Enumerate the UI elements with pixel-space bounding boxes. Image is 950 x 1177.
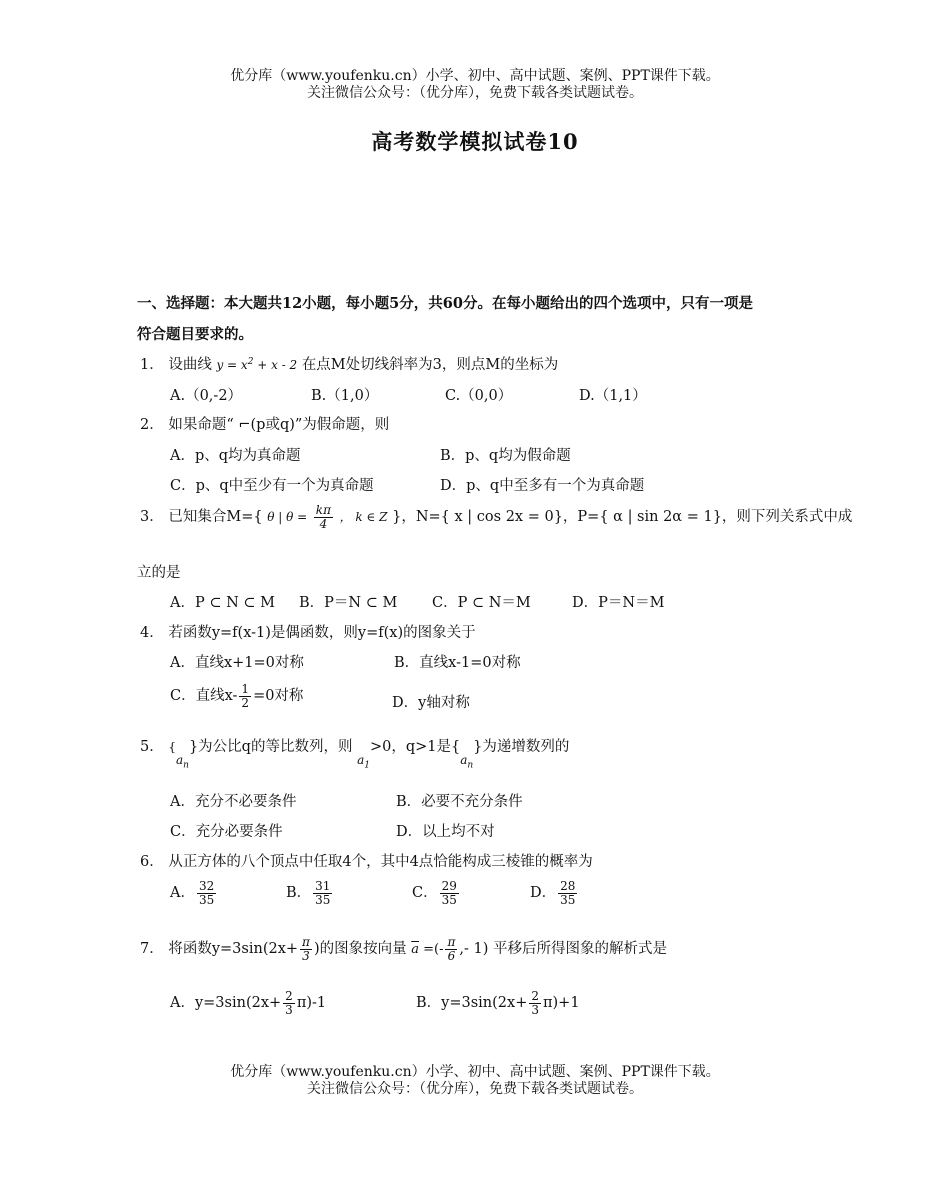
option-text-cont: π)+1 — [543, 995, 580, 1012]
question-3 — [140, 504, 852, 530]
q6-option-c — [412, 880, 461, 906]
q1-option-c: C.（0,0） — [445, 388, 513, 404]
q2-option-a: A．p、q均为真命题 — [170, 448, 301, 464]
q4-option-a: A．直线x+1=0对称 — [170, 655, 304, 671]
q6-option-a — [170, 880, 218, 906]
header-banner-line1: 优分库（www.youfenku.cn）小学、初中、高中试题、案例、PPT课件下载。 — [230, 68, 720, 84]
fraction-denominator: 4 — [314, 517, 333, 531]
fraction-denominator: 2 — [241, 695, 250, 710]
question-text: 如果命题“ ⌐(p或q)”为假命题，则 — [168, 417, 390, 433]
question-text: 将函数y=3sin(2x+ — [168, 941, 299, 958]
question-2 — [140, 413, 389, 434]
q4-option-c — [170, 683, 303, 709]
q3-option-a: A．P ⊂ N ⊂ M — [170, 595, 275, 611]
fraction-numerator: 2 — [285, 989, 293, 1003]
question-text-cont: >0，q>1是{ — [369, 739, 461, 755]
footer-banner-line2: 关注微信公众号：（优分库），免费下载各类试题试卷。 — [307, 1081, 643, 1097]
fraction-numerator: 32 — [198, 879, 215, 893]
q2-option-b: B．p、q均为假命题 — [440, 448, 571, 464]
q7-option-a — [170, 990, 326, 1016]
q3-option-b: B．P＝N ⊂ M — [299, 595, 398, 611]
question-number: 1． — [140, 357, 164, 373]
k-condition: ， k ∈ Z — [339, 510, 388, 525]
q1-option-a: A.（0,-2） — [170, 388, 243, 404]
vector-a: $\overline{a}$ — [411, 942, 419, 958]
fraction-one-half — [239, 683, 251, 709]
fraction-numerator: 29 — [441, 879, 457, 893]
q4-option-d: D．y轴对称 — [392, 695, 470, 711]
option-label: C． — [412, 885, 438, 902]
option-text-cont: π)-1 — [296, 995, 327, 1012]
option-label: A． — [170, 885, 195, 902]
question-number: 2． — [140, 417, 164, 433]
q7-option-b — [416, 990, 580, 1016]
option-text-cont: =0对称 — [253, 688, 304, 705]
fraction-pi-6 — [445, 936, 457, 962]
fraction-numerator: π — [447, 935, 456, 949]
fraction-denominator: 35 — [198, 892, 215, 907]
question-7 — [140, 936, 667, 962]
q3-option-c: C．P ⊂ N＝M — [432, 595, 531, 611]
question-number: 3． — [140, 509, 164, 526]
subscript-n: n — [467, 760, 474, 771]
math-rest: + x - 2 — [253, 358, 298, 372]
fraction-denominator: 3 — [300, 949, 312, 963]
question-text-mid: )的图象按向量 — [313, 941, 407, 958]
sequence-a-n-2 — [460, 753, 474, 771]
fraction-denominator: 35 — [315, 892, 331, 907]
term-a-1 — [357, 753, 370, 771]
q5-option-d: D．以上均不对 — [396, 824, 495, 840]
fraction-denominator: 35 — [560, 892, 576, 907]
question-text-cont: 在点M处切线斜率为3，则点M的坐标为 — [301, 357, 559, 373]
q5-option-b: B．必要不充分条件 — [396, 794, 523, 810]
q1-option-b: B.（1,0） — [311, 388, 379, 404]
a-symbol: a — [175, 753, 184, 767]
page-title: 高考数学模拟试卷10 — [371, 129, 579, 154]
question-number: 5． — [140, 739, 164, 755]
q2-option-c: C．p、q中至少有一个为真命题 — [170, 478, 374, 494]
math-exponent: 2 — [247, 357, 254, 367]
question-text: 若函数y=f(x-1)是偶函数，则y=f(x)的图象关于 — [168, 625, 476, 641]
q3-option-d: D．P＝N＝M — [572, 595, 665, 611]
q5-option-c: C．充分必要条件 — [170, 824, 283, 840]
question-5 — [140, 735, 570, 771]
section-heading-line2: 符合题目要求的。 — [137, 326, 253, 343]
q6-option-d — [530, 880, 579, 906]
footer-banner-line1: 优分库（www.youfenku.cn）小学、初中、高中试题、案例、PPT课件下载。 — [230, 1064, 720, 1080]
fraction-option-c — [440, 880, 459, 906]
fraction-denominator: 3 — [285, 1002, 293, 1017]
option-label: B． — [286, 885, 312, 902]
question-number: 7． — [140, 941, 164, 958]
option-label: D． — [530, 885, 557, 902]
fraction-numerator: kπ — [315, 503, 331, 517]
fraction-numerator: 31 — [315, 879, 331, 893]
fraction-option-d — [558, 880, 577, 906]
q3-continuation: 立的是 — [137, 565, 181, 581]
fraction-numerator: π — [302, 935, 310, 949]
question-text: 从正方体的八个顶点中任取4个，其中4点恰能构成三棱锥的概率为 — [168, 854, 593, 870]
q5-option-a: A．充分不必要条件 — [170, 794, 297, 810]
q2-option-d: D．p、q中至多有一个为真命题 — [440, 478, 645, 494]
fraction-pi-3 — [300, 936, 312, 962]
fraction-denominator: 6 — [445, 949, 457, 963]
q4-option-b: B．直线x-1=0对称 — [394, 655, 521, 671]
question-text-end: ,- 1) 平移后所得图象的解析式是 — [459, 941, 667, 958]
question-text-end: }为递增数列的 — [473, 739, 570, 755]
q1-option-d: D.（1,1） — [579, 388, 647, 404]
question-text: 设曲线 — [168, 357, 212, 373]
question-6 — [140, 850, 593, 871]
fraction-2-3 — [529, 990, 541, 1016]
math-y: y = x — [216, 358, 248, 372]
fraction-2-3 — [283, 990, 295, 1016]
fraction-k-pi-4 — [314, 504, 333, 530]
fraction-denominator: 35 — [441, 892, 457, 907]
q6-option-b — [286, 880, 334, 906]
fraction-denominator: 3 — [531, 1002, 539, 1017]
option-text: B．y=3sin(2x+ — [416, 995, 528, 1012]
fraction-option-a — [197, 880, 216, 906]
fraction-numerator: 2 — [531, 989, 539, 1003]
vector-equals: =(- — [418, 942, 444, 958]
subscript-1: 1 — [364, 760, 370, 771]
set-condition: θ | θ = — [267, 510, 308, 525]
question-number: 4． — [140, 625, 164, 641]
subscript-n: n — [183, 760, 189, 771]
header-banner-line2: 关注微信公众号：（优分库），免费下载各类试题试卷。 — [307, 85, 643, 101]
a-symbol: a — [357, 753, 365, 767]
brace-open: { — [168, 740, 176, 754]
a-symbol: a — [460, 753, 468, 767]
math-expression — [216, 358, 297, 372]
question-text: }为公比q的等比数列，则 — [188, 739, 353, 755]
question-number: 6． — [140, 854, 164, 870]
fraction-option-b — [313, 880, 332, 906]
fraction-numerator: 1 — [241, 682, 250, 696]
question-text: 已知集合M={ — [168, 509, 263, 526]
section-heading-line1: 一、选择题：本大题共12小题，每小题5分，共60分。在每小题给出的四个选项中，只有一项是 — [137, 295, 753, 312]
option-text: A．y=3sin(2x+ — [170, 995, 282, 1012]
sequence-a-n — [175, 753, 189, 771]
question-4 — [140, 621, 476, 642]
fraction-numerator: 28 — [560, 879, 576, 893]
question-text-cont: }，N={ x | cos 2x = 0}，P={ α | sin 2α = 1}，则下列关系式中成 — [392, 509, 853, 526]
question-1 — [140, 353, 558, 374]
option-text: C．直线x- — [170, 688, 238, 705]
